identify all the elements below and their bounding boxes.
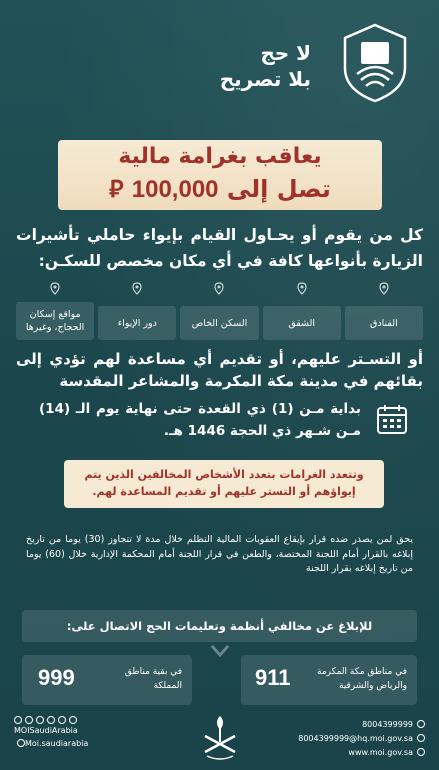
category-item xyxy=(345,282,423,340)
facebook-icon xyxy=(17,739,25,747)
category-label: دور الإيواء xyxy=(98,306,176,340)
penalty-amount: 100,000 xyxy=(131,176,219,203)
handle-moi-saudiarabia[interactable]: Moi.saudiarabia xyxy=(25,739,89,748)
email-icon xyxy=(417,734,425,742)
hotline-desc: في بقية مناطق المملكة xyxy=(124,667,182,691)
penalty-line1: يعاقب بغرامة مالية xyxy=(118,144,322,169)
hotline-number: 911 xyxy=(255,665,291,690)
youtube-icon[interactable] xyxy=(47,716,55,724)
category-label: مواقع إسكان الحجاج، وغيرها xyxy=(16,302,94,340)
location-pin-icon xyxy=(212,282,226,296)
date-range-text: بداية مـن (1) ذي القعدة حتى نهاية يوم الـ (14) مـن شـهر ذي الحجة 1446 هـ. xyxy=(39,401,361,439)
category-item xyxy=(263,282,341,340)
tiktok-icon[interactable] xyxy=(58,716,66,724)
website-link[interactable]: www.moi.gov.sa xyxy=(348,748,413,757)
handle-row xyxy=(14,737,88,750)
chevron-down-icon xyxy=(210,644,230,658)
location-pin-icon xyxy=(48,282,62,296)
penalty-box xyxy=(58,140,382,210)
location-pin-icon xyxy=(295,282,309,296)
hotline-999[interactable] xyxy=(22,655,192,705)
category-label: الشقق xyxy=(263,306,341,340)
instagram-icon[interactable] xyxy=(36,716,44,724)
objection-notice: يحق لمن يصدر ضده قرار بإيقاع العقوبات المالية التظلم خلال مدة لا تتجاوز (30) يوما من تاريخ إبلاغه بالقرار أمام اللجنة المختصة، والطعن في قرار اللجنة أمام المحكمة الإدارية خلال (60) يوما من تاريخ إبلاغه بقرار اللجنة xyxy=(26,534,413,574)
contact-info xyxy=(298,718,425,760)
hotline-number: 999 xyxy=(38,665,75,690)
header xyxy=(28,22,411,112)
category-item xyxy=(98,282,176,340)
calendar-icon xyxy=(375,402,409,436)
whatsapp-icon[interactable] xyxy=(69,716,77,724)
slogan xyxy=(220,40,311,92)
report-banner: للإبلاغ عن مخالفي أنظمة وتعليمات الحج الاتصال على: xyxy=(22,610,417,642)
hotline-911[interactable] xyxy=(241,655,417,705)
social-icons xyxy=(14,716,88,724)
housing-categories xyxy=(16,282,423,340)
snapchat-icon[interactable] xyxy=(25,716,33,724)
intro-text: كل من يقوم أو يحـاول القيام بإيواء حاملي تأشيرات الزيارة بأنواعها كافة في أي مكان مخصص للسكـن: xyxy=(16,226,423,270)
phone-icon xyxy=(417,720,425,728)
category-item xyxy=(180,282,258,340)
category-label: الفنادق xyxy=(345,306,423,340)
riyal-icon: ⃁ xyxy=(109,175,124,203)
slogan-line1: لا حج xyxy=(260,41,311,65)
penalty-prefix: تصل إلى xyxy=(226,175,331,203)
contact-email xyxy=(298,732,425,746)
slogan-line2: بلا تصريح xyxy=(219,67,311,91)
x-icon[interactable] xyxy=(14,716,22,724)
email-text[interactable]: 8004399999@hq.moi.gov.sa xyxy=(298,734,413,743)
hajj-permit-logo-icon xyxy=(339,22,411,104)
contact-phone xyxy=(298,718,425,732)
social-handles xyxy=(14,716,88,750)
handle-moisaudiarabia[interactable]: MOISaudiArabia xyxy=(14,726,78,735)
concealment-text: أو التسـتر عليهم، أو تقديم أي مساعدة لهم تؤدي إلى بقائهم في مدينة مكة المكرمة والمشاعر المقدسة xyxy=(16,350,423,390)
location-pin-icon xyxy=(377,282,391,296)
category-label: السكن الخاص xyxy=(180,306,258,340)
location-pin-icon xyxy=(130,282,144,296)
globe-icon xyxy=(417,748,425,756)
penalty-line2 xyxy=(58,172,382,207)
multiple-fines-warning: وتتعدد الغرامات بتعدد الأشخاص المخالفين الذين يتم إيواؤهم أو التستر عليهم أو تقديم المساعدة لهم. xyxy=(64,460,384,508)
footer xyxy=(0,712,439,770)
phone-text[interactable]: 8004399999 xyxy=(362,720,413,729)
saudi-emblem-icon xyxy=(199,712,241,762)
hotline-desc: في مناطق مكة المكرمة والرياض والشرقية xyxy=(317,667,407,691)
contact-web xyxy=(298,746,425,760)
category-item xyxy=(16,282,94,340)
date-range xyxy=(39,398,409,458)
